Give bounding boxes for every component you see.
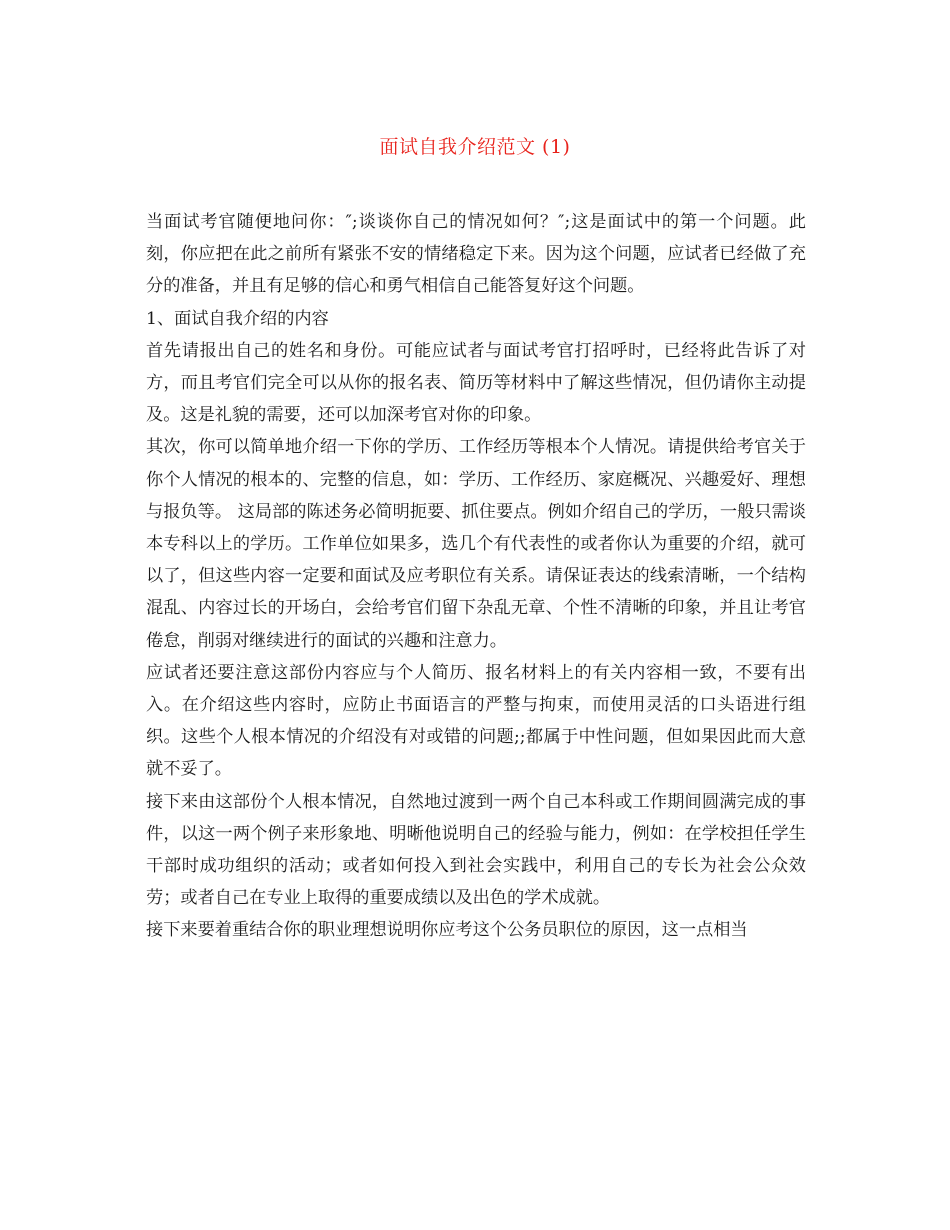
paragraph-intro: 当面试考官随便地问你：″;谈谈你自己的情况如何？″;这是面试中的第一个问题。此刻，你应把在此之前所有紧张不安的情绪稳定下来。因为这个问题，应试者已经做了充分的准备，并且有足够的信心和勇气相信自己能答复好这个问题。: [146, 212, 806, 297]
paragraph-examples: 接下来由这部份个人根本情况，自然地过渡到一两个自己本科或工作期间圆满完成的事件，以这一两个例子来形象地、明晰他说明自己的经验与能力，例如：在学校担任学生干部时成功组织的活动；或者如何投入到社会实践中，利用自己的专长为社会公众效劳；或者自己在专业上取得的重要成绩以及出色的学术成就。: [146, 791, 806, 909]
document-body: [146, 206, 806, 947]
section-heading: 1、面试自我介绍的内容: [146, 308, 329, 329]
document-title: 面试自我介绍范文 (1): [379, 136, 571, 158]
paragraph-career: 接下来要着重结合你的职业理想说明你应考这个公务员职位的原因，这一点相当: [146, 920, 748, 941]
paragraph-background: 其次，你可以简单地介绍一下你的学历、工作经历等根本个人情况。请提供给考官关于你个人情况的根本的、完整的信息，如：学历、工作经历、家庭概况、兴趣爱好、理想与报负等。 这局部的陈述务必简明扼要、抓住要点。例如介绍自己的学历，一般只需谈本专科以上的学历。工作单位如果多，选几个有代表性的或者你认为重要的介绍，就可以了，但这些内容一定要和面试及应考职位有关系。请保证表达的线索清晰，一个结构混乱、内容过长的开场白，会给考官们留下杂乱无章、个性不清晰的印象，并且让考官倦怠，削弱对继续进行的面试的兴趣和注意力。: [146, 437, 806, 651]
paragraph-name-identity: 首先请报出自己的姓名和身份。可能应试者与面试考官打招呼时，已经将此告诉了对方，而且考官们完全可以从你的报名表、简历等材料中了解这些情况，但仍请你主动提及。这是礼貌的需要，还可以加深考官对你的印象。: [146, 340, 806, 426]
paragraph-consistency: 应试者还要注意这部份内容应与个人简历、报名材料上的有关内容相一致，不要有出入。在介绍这些内容时，应防止书面语言的严整与拘束，而使用灵活的口头语进行组织。这些个人根本情况的介绍没有对或错的问题;;都属于中性问题，但如果因此而大意就不妥了。: [146, 662, 806, 780]
